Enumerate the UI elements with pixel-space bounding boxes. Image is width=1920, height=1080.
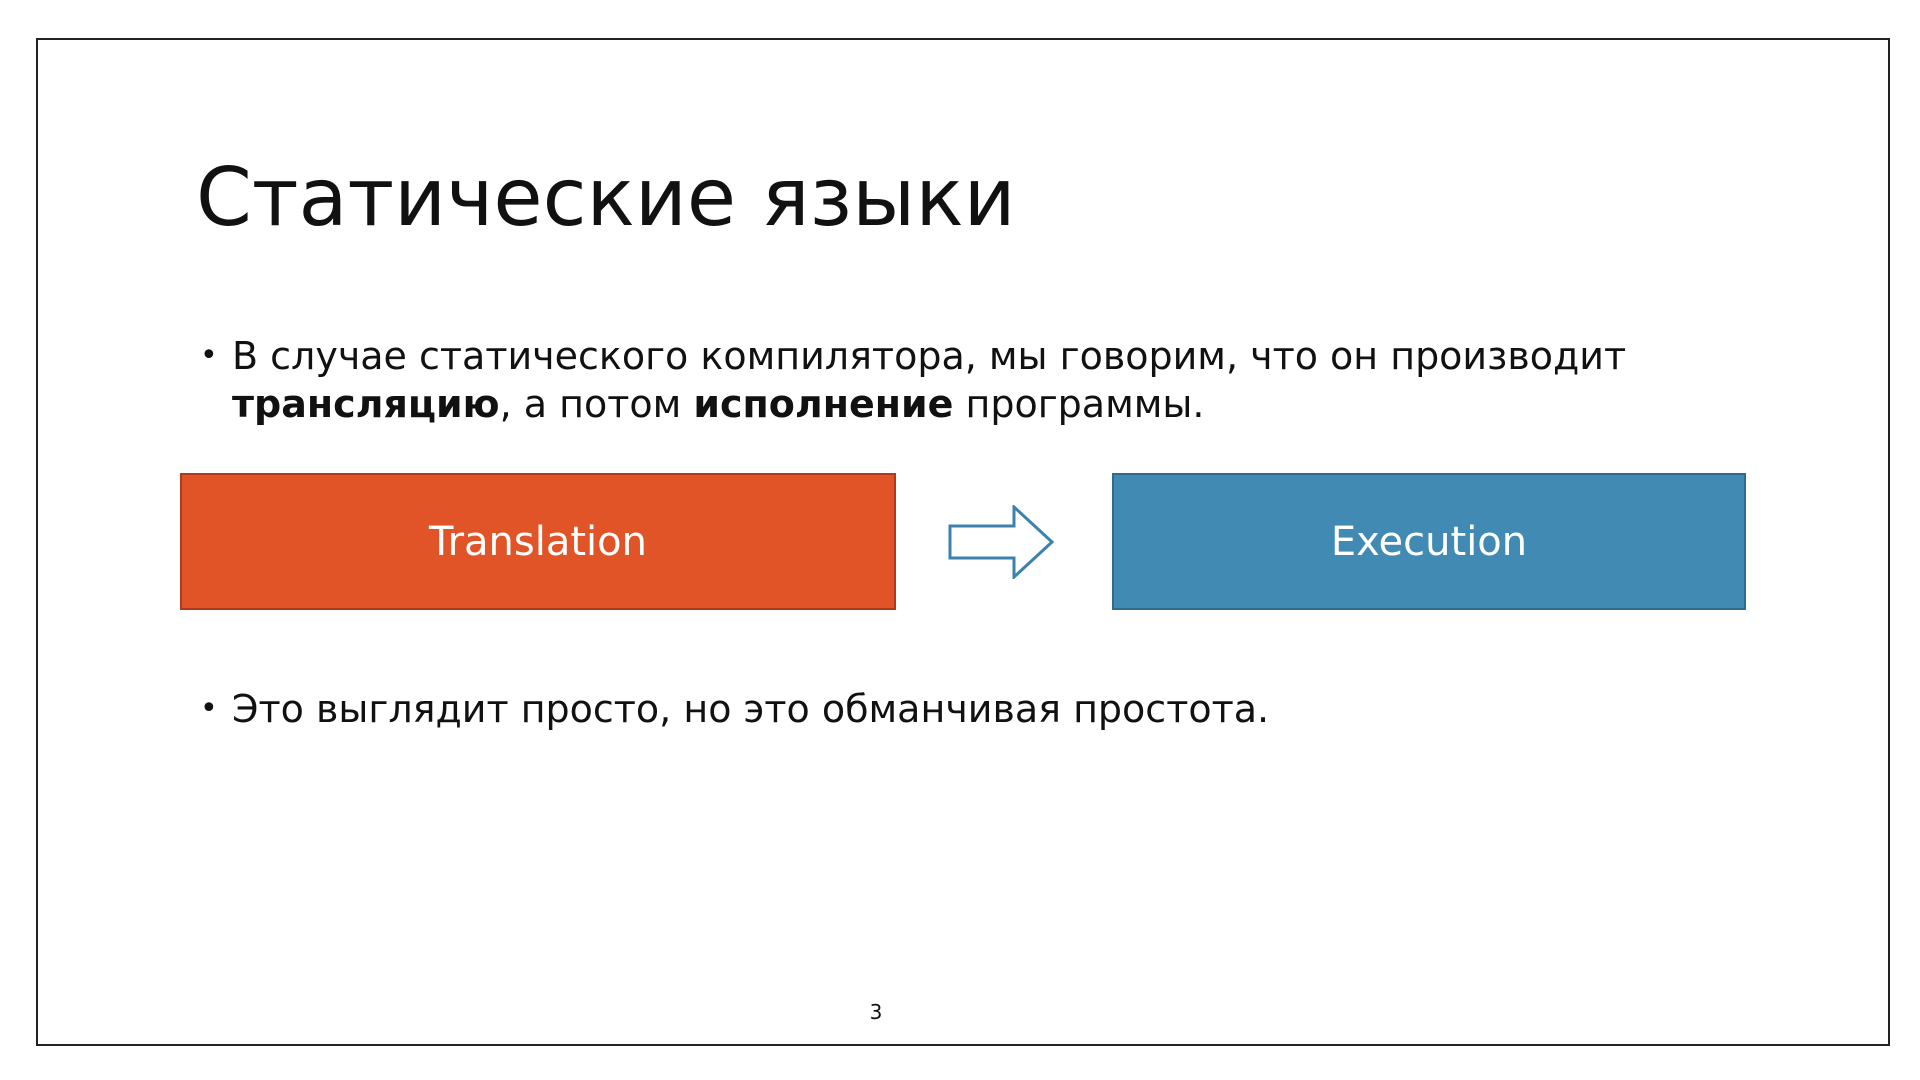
translation-box [180, 473, 896, 610]
bullet-item-2 [200, 685, 1672, 733]
bullet-bold-execution: исполнение [693, 382, 954, 426]
bullet-text: Это выглядит просто, но это обманчивая простота. [232, 687, 1270, 731]
bullet-bold-translation: трансляцию [232, 382, 500, 426]
page-number: 3 [869, 1000, 883, 1024]
execution-label: Execution [1330, 518, 1528, 565]
bullet-text-part: , а потом [499, 382, 694, 426]
translation-label: Translation [429, 518, 647, 565]
execution-box [1112, 473, 1746, 610]
bullet-dot: • [200, 338, 218, 373]
bullet-item-1 [200, 332, 1672, 428]
right-arrow-icon [948, 505, 1054, 579]
bullet-text-part: В случае статического компилятора, мы говорим, что он производит [232, 334, 1627, 378]
bullet-dot: • [200, 691, 218, 726]
bullet-text [232, 332, 1672, 428]
slide-title: Статические языки [196, 151, 1016, 244]
bullet-text-part: программы. [953, 382, 1205, 426]
